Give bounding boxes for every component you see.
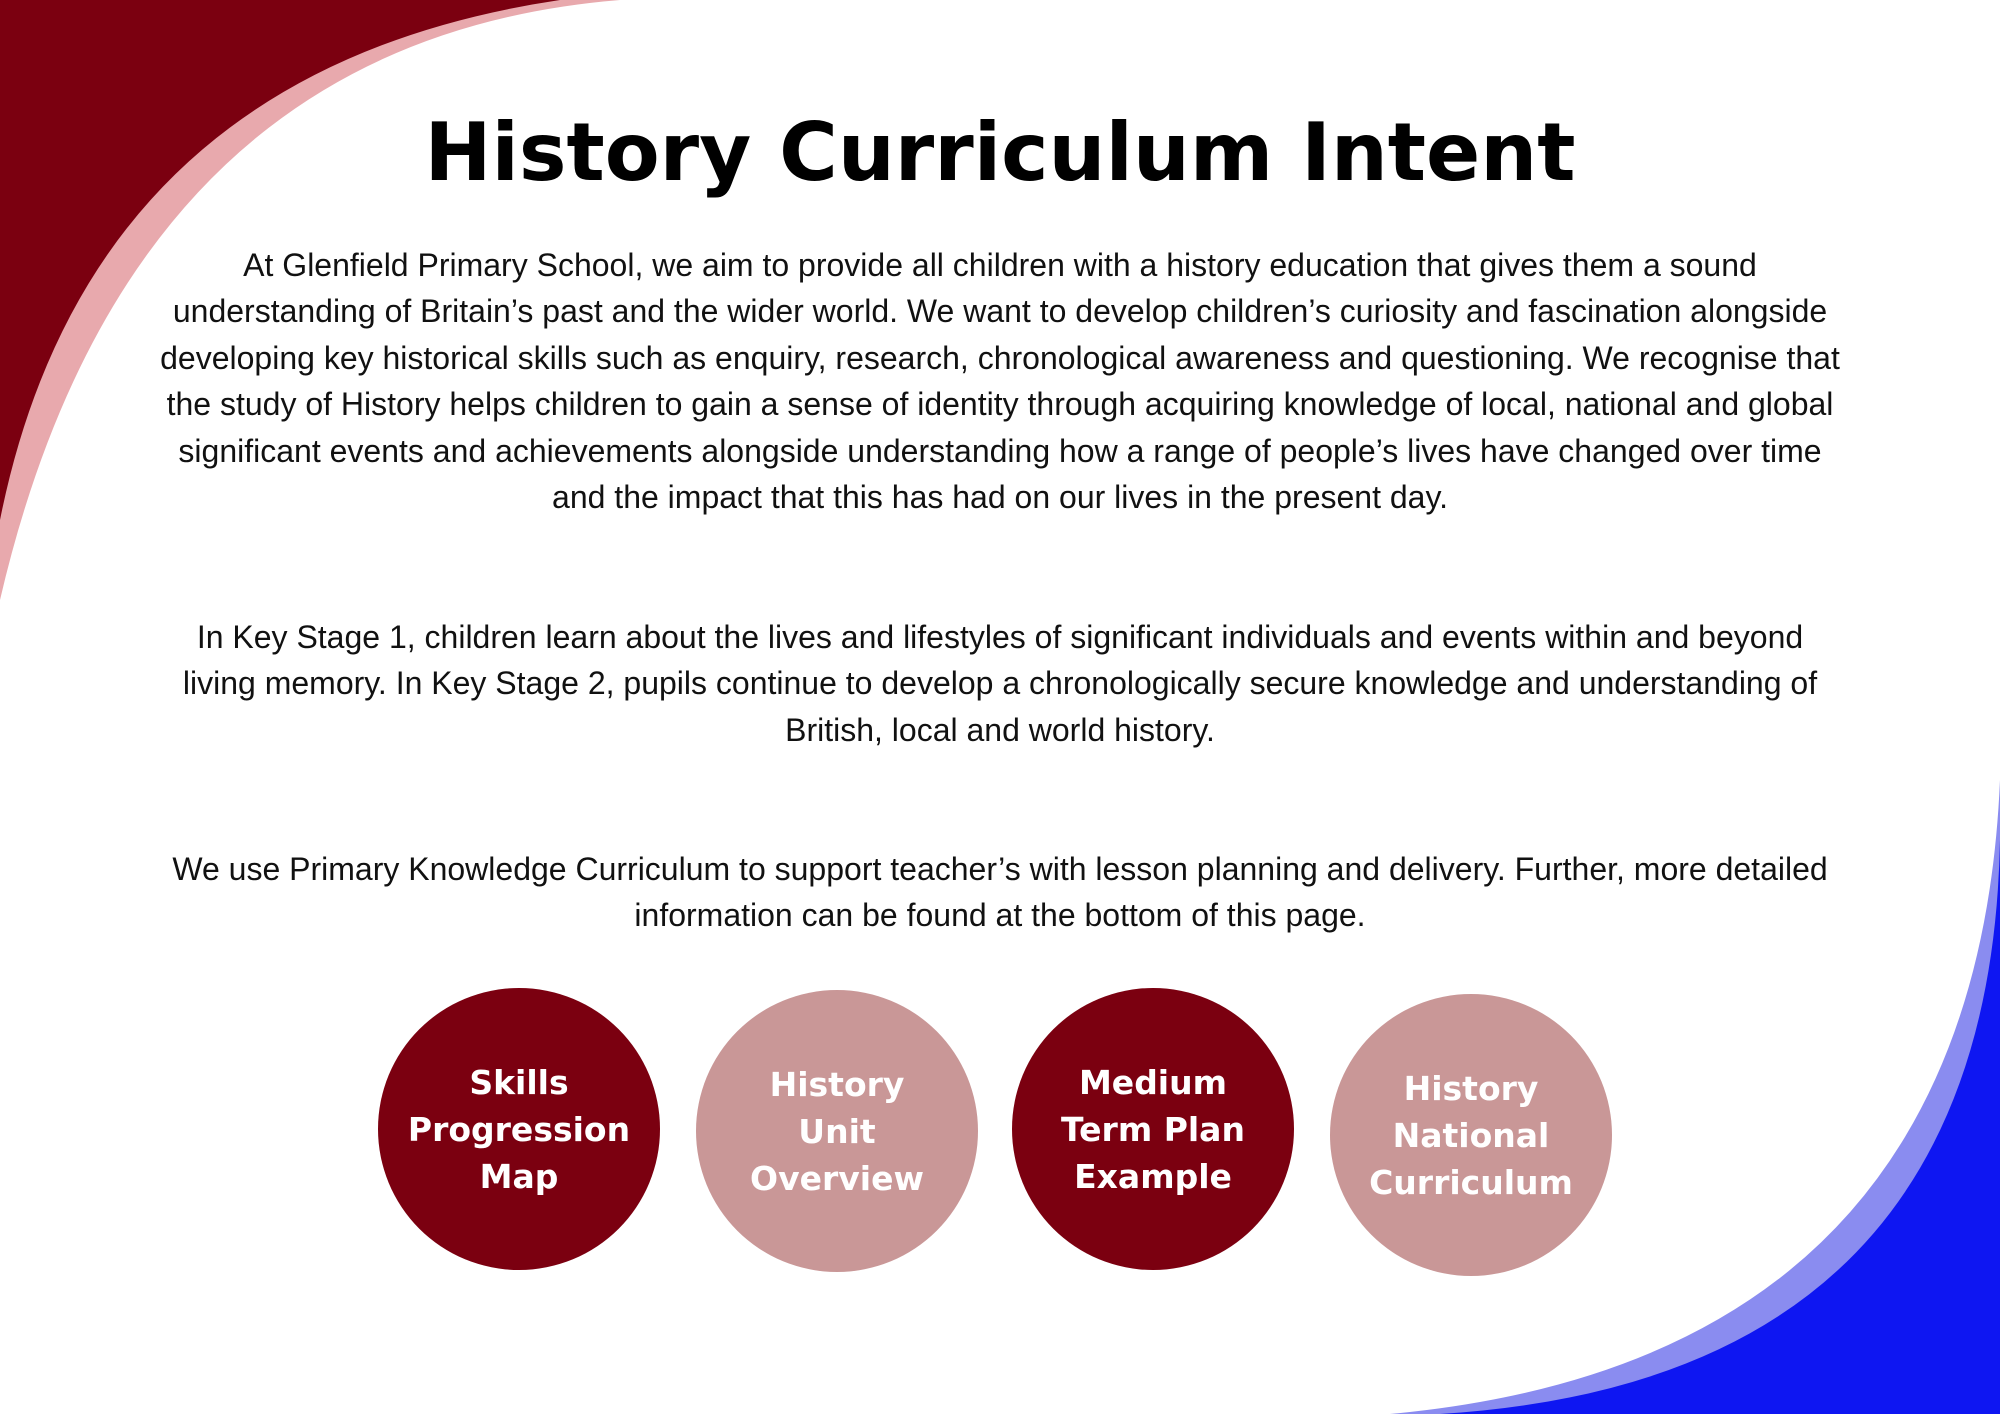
history-national-curriculum-label [1351, 1065, 1591, 1206]
medium-term-plan-example-button[interactable] [1012, 988, 1294, 1270]
skills-progression-map-button[interactable] [378, 988, 660, 1270]
button-label-line: Map [479, 1156, 559, 1196]
button-label-line: Progression [407, 1109, 631, 1149]
button-label-line: Overview [750, 1158, 924, 1198]
button-label-line: Skills [469, 1062, 569, 1102]
skills-progression-map-label [399, 1059, 639, 1200]
curriculum-support-paragraph: We use Primary Knowledge Curriculum to support teacher’s with lesson planning and delivery. Further, more detailed information can be found at the bottom of this page. [172, 851, 1828, 934]
key-stages-paragraph: In Key Stage 1, children learn about the lives and lifestyles of significant individuals and events within and beyond living memory. In Key Stage 2, pupils continue to develop a chronologically secure knowledge and understanding of British, local and world history. [182, 619, 1818, 748]
button-label-line: History [769, 1064, 905, 1104]
button-label-line: Unit [798, 1111, 876, 1151]
button-label-line: Example [1074, 1156, 1232, 1196]
button-label-line: History [1403, 1068, 1539, 1108]
history-national-curriculum-button[interactable] [1330, 994, 1612, 1276]
intent-paragraph: At Glenfield Primary School, we aim to provide all children with a history education that gives them a sound understanding of Britain’s past and the wider world. We want to develop children’s curiosity and fascination alongside developing key historical skills such as enquiry, research, chronological awareness and questioning. We recognise that the study of History helps children to gain a sense of identity through acquiring knowledge of local, national and global significant events and achievements alongside understanding how a range of people’s lives have changed over time and the impact that this has had on our lives in the present day. [160, 247, 1840, 516]
button-label-line: Medium [1078, 1062, 1228, 1102]
button-label-line: Curriculum [1369, 1162, 1573, 1202]
history-unit-overview-label [717, 1061, 957, 1202]
button-label-line: Term Plan [1061, 1109, 1245, 1149]
history-unit-overview-button[interactable] [696, 990, 978, 1272]
medium-term-plan-example-label [1033, 1059, 1273, 1200]
button-label-line: National [1392, 1115, 1550, 1155]
page-title: History Curriculum Intent [424, 106, 1576, 199]
